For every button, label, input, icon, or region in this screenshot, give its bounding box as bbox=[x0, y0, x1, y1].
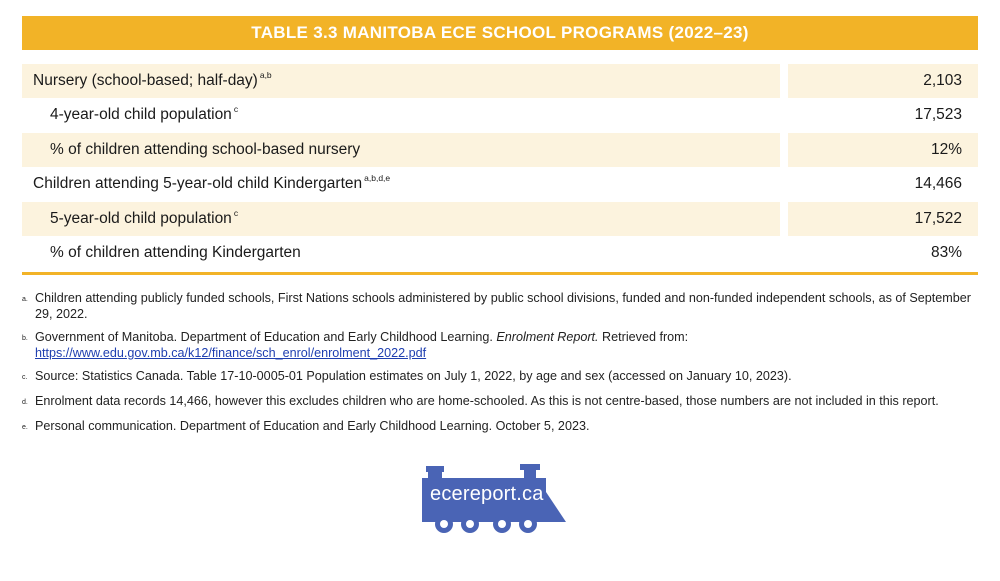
divider bbox=[22, 272, 978, 275]
enrolment-report-link[interactable]: https://www.edu.gov.mb.ca/k12/finance/sch_enrol/enrolment_2022.pdf bbox=[35, 346, 427, 360]
table-row bbox=[22, 133, 978, 168]
footnote-c: c. Source: Statistics Canada. Table 17-10-0005-01 Population estimates on July 1, 2022, by age and sex (accessed on January 10, 2023). bbox=[22, 369, 792, 383]
footnote-d: d. Enrolment data records 14,466, however this excludes children who are home-schooled. As this is not centre-based, those numbers are not included in this report. bbox=[22, 394, 939, 408]
row-value: 14,466 bbox=[788, 167, 978, 202]
footnote-e: e. Personal communication. Department of Education and Early Childhood Learning. October 5, 2023. bbox=[22, 419, 590, 433]
row-value: 17,522 bbox=[788, 202, 978, 237]
data-table bbox=[22, 64, 978, 271]
logo-text: ecereport.ca bbox=[430, 483, 544, 505]
row-label: Children attending 5-year-old child Kindergarten $^{a,b,d,e}$ bbox=[22, 167, 780, 202]
row-label: % of children attending Kindergarten bbox=[22, 236, 780, 271]
row-label: 5-year-old child population $^c$ bbox=[22, 202, 780, 237]
row-label: 4-year-old child population $^c$ bbox=[22, 98, 780, 133]
row-value: 2,103 bbox=[788, 64, 978, 98]
footnotes bbox=[22, 290, 982, 443]
table-row bbox=[22, 167, 978, 202]
table-title-bar bbox=[22, 16, 978, 50]
table-title: TABLE 3.3 MANITOBA ECE SCHOOL PROGRAMS (2022–23) bbox=[251, 23, 749, 42]
row-value: 17,523 bbox=[788, 98, 978, 133]
footnote-b: b. Government of Manitoba. Department of Education and Early Childhood Learning. Enrolment Report. Retrieved from: https://www.edu.gov.mb.ca/k12/finance/sch_enrol/enrolment_2022.pdf bbox=[22, 330, 689, 360]
table-row bbox=[22, 98, 978, 133]
row-label: Nursery (school-based; half-day) $^{a,b}$ bbox=[22, 64, 780, 98]
footnote-a: a. Children attending publicly funded schools, First Nations schools administered by public school divisions, funded and non-funded independent schools, as of September 29, 2022. bbox=[22, 291, 972, 321]
row-value: 12% bbox=[788, 133, 978, 168]
row-value: 83% bbox=[788, 236, 978, 271]
table-row bbox=[22, 236, 978, 271]
table-row bbox=[22, 64, 978, 98]
row-label: % of children attending school-based nursery bbox=[22, 133, 780, 168]
table-row bbox=[22, 202, 978, 237]
